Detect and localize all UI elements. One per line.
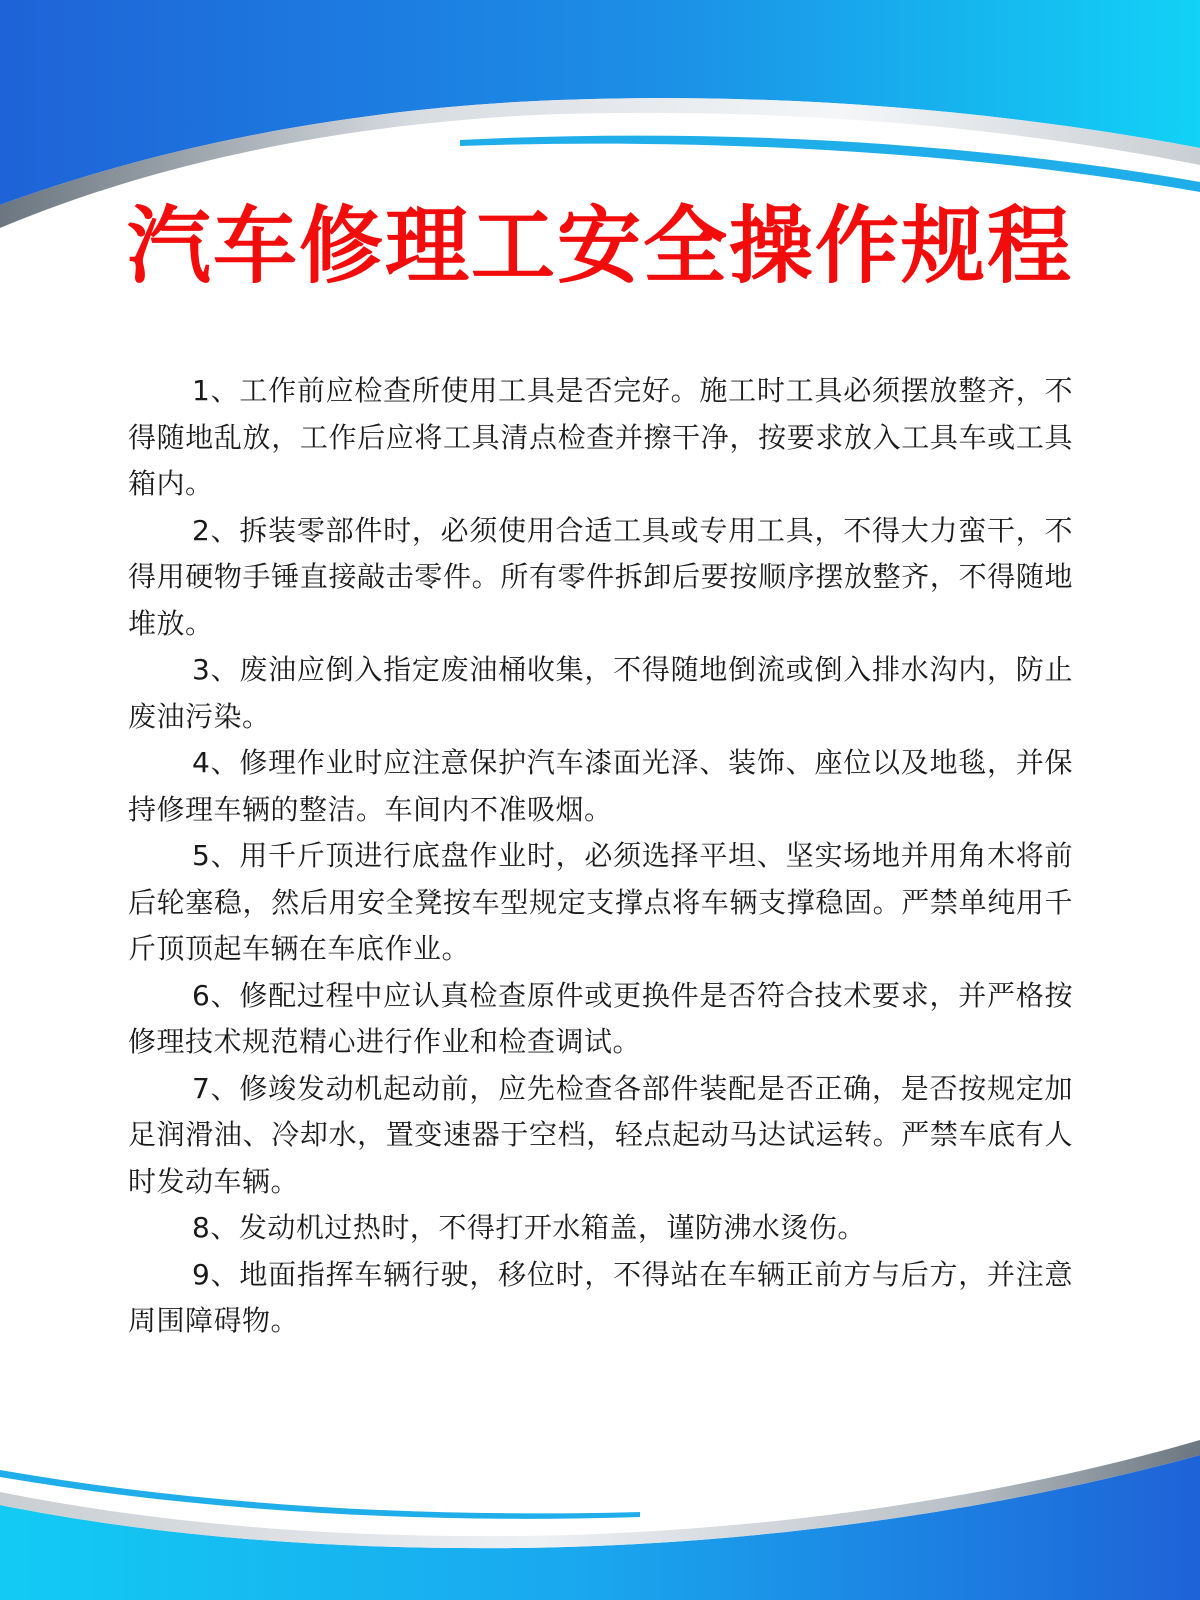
- rule-item: 4、修理作业时应注意保护汽车漆面光泽、装饰、座位以及地毯，并保持修理车辆的整洁。车间内不准吸烟。: [128, 746, 1073, 826]
- rule-item: 6、修配过程中应认真检查原件或更换件是否符合技术要求，并严格按修理技术规范精心进行作业和检查调试。: [128, 978, 1073, 1058]
- rule-item: 1、工作前应检查所使用工具是否完好。施工时工具必须摆放整齐，不得随地乱放，工作后应将工具清点检查并擦干净，按要求放入工具车或工具箱内。: [128, 374, 1073, 500]
- rule-item: 7、修竣发动机起动前，应先检查各部件装配是否正确，是否按规定加足润滑油、冷却水，置变速器于空档，轻点起动马达试运转。严禁车底有人时发动车辆。: [128, 1071, 1073, 1198]
- page-title: 汽车修理工安全操作规程: [126, 197, 1073, 295]
- rule-item: 3、废油应倒入指定废油桶收集，不得随地倒流或倒入排水沟内，防止废油污染。: [128, 653, 1073, 733]
- rule-item: 8、发动机过热时，不得打开水箱盖，谨防沸水烫伤。: [192, 1211, 866, 1244]
- rule-item: 9、地面指挥车辆行驶，移位时，不得站在车辆正前方与后方，并注意周围障碍物。: [128, 1257, 1073, 1337]
- rule-item: 5、用千斤顶进行底盘作业时，必须选择平坦、坚实场地并用角木将前后轮塞稳，然后用安全凳按车型规定支撑点将车辆支撑稳固。严禁单纯用千斤顶顶起车辆在车底作业。: [128, 839, 1073, 965]
- rules-list: [128, 368, 1073, 1345]
- rule-item: 2、拆装零部件时，必须使用合适工具或专用工具，不得大力蛮干，不得用硬物手锤直接敲击零件。所有零件拆卸后要按顺序摆放整齐，不得随地堆放。: [128, 513, 1073, 640]
